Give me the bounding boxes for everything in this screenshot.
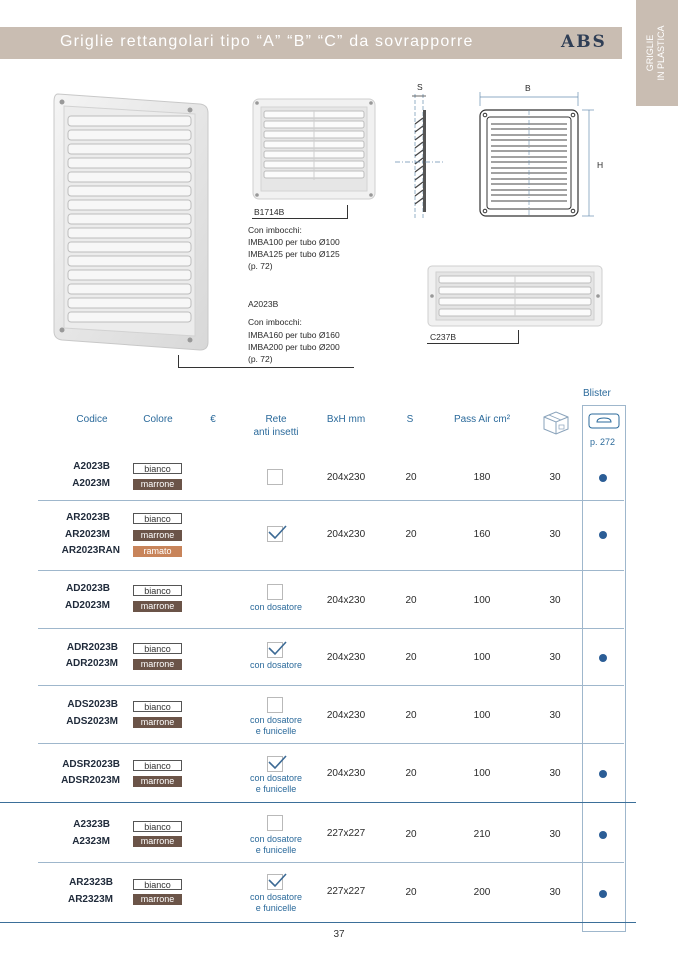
dim-label-s: S xyxy=(417,82,423,92)
b1714-note-1: Con imbocchi: xyxy=(248,225,302,235)
row3-note: con dosatore xyxy=(249,602,303,612)
row7-color-marrone: marrone xyxy=(133,836,182,847)
row8-blister-dot xyxy=(599,890,607,898)
dim-label-b: B xyxy=(525,83,531,93)
row5-rete-checkbox xyxy=(267,697,283,713)
row6-pass: 100 xyxy=(473,768,491,779)
grille-a2023-photo xyxy=(50,90,215,355)
row1-rete-checkbox xyxy=(267,469,283,485)
row4-blister-dot xyxy=(599,654,607,662)
row1-color-marrone: marrone xyxy=(133,479,182,490)
row6-rete-checkbox xyxy=(267,756,283,772)
row1-code-1: A2023B xyxy=(73,461,110,472)
a2023-note-3: IMBA200 per tubo Ø200 xyxy=(248,342,340,352)
row6-color-marrone: marrone xyxy=(133,776,182,787)
row8-check-icon xyxy=(267,869,287,889)
row8-code-1: AR2323B xyxy=(69,877,113,888)
row1-blister-dot xyxy=(599,474,607,482)
row8-note-2: e funicelle xyxy=(255,903,297,913)
row4-check-icon xyxy=(267,637,287,657)
row2-color-ramato: ramato xyxy=(133,546,182,557)
row2-color-bianco: bianco xyxy=(133,513,182,524)
row8-color-marrone: marrone xyxy=(133,894,182,905)
row1-qty: 30 xyxy=(549,472,561,483)
row6-color-bianco: bianco xyxy=(133,760,182,771)
row8-code-2: AR2323M xyxy=(67,894,113,905)
row4-color-marrone: marrone xyxy=(133,659,182,670)
b1714-note-2: IMBA100 per tubo Ø100 xyxy=(248,237,340,247)
row7-pass: 210 xyxy=(473,829,491,840)
title-banner xyxy=(0,27,622,59)
row4-rete-checkbox xyxy=(267,642,283,658)
package-box-icon xyxy=(541,409,571,435)
header-blister: Blister xyxy=(583,388,611,399)
row4-pass: 100 xyxy=(473,652,491,663)
row4-code-1: ADR2023B xyxy=(66,642,118,653)
side-tab-line2: IN PLASTICA xyxy=(656,25,666,81)
row5-color-marrone: marrone xyxy=(133,717,182,728)
grille-b1714-photo xyxy=(252,98,376,200)
row7-blister-dot xyxy=(599,831,607,839)
row8-s: 20 xyxy=(405,887,417,898)
header-euro: € xyxy=(210,414,216,425)
row5-color-bianco: bianco xyxy=(133,701,182,712)
row3-code-2: AD2023M xyxy=(64,600,110,611)
row5-pass: 100 xyxy=(473,710,491,721)
row5-qty: 30 xyxy=(549,710,561,721)
row4-note: con dosatore xyxy=(249,660,303,670)
row8-pass: 200 xyxy=(473,887,491,898)
brand-logo: ABS xyxy=(561,32,607,52)
row5-bxh: 204x230 xyxy=(326,710,366,721)
row6-qty: 30 xyxy=(549,768,561,779)
row7-rete-checkbox xyxy=(267,815,283,831)
row3-qty: 30 xyxy=(549,595,561,606)
row3-pass: 100 xyxy=(473,595,491,606)
row5-code-1: ADS2023B xyxy=(67,699,118,710)
b1714-page-ref: (p. 72) xyxy=(248,261,273,271)
row5-s: 20 xyxy=(405,710,417,721)
b1714-note-3: IMBA125 per tubo Ø125 xyxy=(248,249,340,259)
row4-s: 20 xyxy=(405,652,417,663)
row6-note-2: e funicelle xyxy=(255,784,297,794)
row4-bxh: 204x230 xyxy=(326,652,366,663)
row6-code-2: ADSR2023M xyxy=(61,775,120,786)
row6-note-1: con dosatore xyxy=(249,773,303,783)
header-rete-1: Rete xyxy=(265,414,287,425)
row2-qty: 30 xyxy=(549,529,561,540)
row2-code-3: AR2023RAN xyxy=(61,545,120,556)
row2-s: 20 xyxy=(405,529,417,540)
row8-rete-checkbox xyxy=(267,874,283,890)
header-colore: Colore xyxy=(143,414,173,425)
row2-blister-dot xyxy=(599,531,607,539)
a2023-code: A2023B xyxy=(248,299,279,309)
row2-bxh: 204x230 xyxy=(326,529,366,540)
row3-color-marrone: marrone xyxy=(133,601,182,612)
row2-code-2: AR2023M xyxy=(64,529,110,540)
row6-blister-dot xyxy=(599,770,607,778)
row2-color-marrone: marrone xyxy=(133,530,182,541)
row1-pass: 180 xyxy=(473,472,491,483)
row3-code-1: AD2023B xyxy=(66,583,110,594)
row3-rete-checkbox xyxy=(267,584,283,600)
grille-c237-photo xyxy=(427,265,603,327)
row6-bxh: 204x230 xyxy=(326,768,366,779)
row6-check-icon xyxy=(267,751,287,771)
row6-s: 20 xyxy=(405,768,417,779)
front-view-drawing xyxy=(472,88,610,228)
page-title: Griglie rettangolari tipo “A” “B” “C” da sovrapporre xyxy=(60,33,474,50)
a2023-page-ref: (p. 72) xyxy=(248,354,273,364)
header-s: S xyxy=(406,414,414,425)
row3-s: 20 xyxy=(405,595,417,606)
row1-s: 20 xyxy=(405,472,417,483)
row7-color-bianco: bianco xyxy=(133,821,182,832)
header-bxh: BxH mm xyxy=(326,414,366,425)
a2023-note-2: IMBA160 per tubo Ø160 xyxy=(248,330,340,340)
blister-page-ref: p. 272 xyxy=(590,437,616,447)
side-profile-drawing xyxy=(395,80,445,220)
header-codice: Codice xyxy=(76,414,108,425)
section-side-tab[interactable] xyxy=(636,0,678,106)
row5-code-2: ADS2023M xyxy=(66,716,118,727)
row5-note-2: e funicelle xyxy=(255,726,297,736)
row7-note-1: con dosatore xyxy=(249,834,303,844)
b1714-code: B1714B xyxy=(254,207,285,217)
row2-code-1: AR2023B xyxy=(66,512,110,523)
row2-check-icon xyxy=(267,521,287,541)
row2-rete-checkbox xyxy=(267,526,283,542)
row1-code-2: A2023M xyxy=(72,478,110,489)
header-pass-air: Pass Air cm² xyxy=(453,414,511,425)
row4-color-bianco: bianco xyxy=(133,643,182,654)
row6-code-1: ADSR2023B xyxy=(62,759,120,770)
c237-code: C237B xyxy=(430,332,456,342)
row4-qty: 30 xyxy=(549,652,561,663)
dim-label-h: H xyxy=(597,160,604,170)
row8-bxh: 227x227 xyxy=(326,886,366,897)
side-tab-line1: GRIGLIE xyxy=(645,34,655,72)
row7-bxh: 227x227 xyxy=(326,828,366,839)
row7-code-1: A2323B xyxy=(73,819,110,830)
row7-note-2: e funicelle xyxy=(255,845,297,855)
row5-note-1: con dosatore xyxy=(249,715,303,725)
row8-qty: 30 xyxy=(549,887,561,898)
a2023-note-1: Con imbocchi: xyxy=(248,317,302,327)
row3-bxh: 204x230 xyxy=(326,595,366,606)
blister-hanger-icon xyxy=(588,413,620,429)
row2-pass: 160 xyxy=(473,529,491,540)
blister-column xyxy=(582,405,626,932)
page-number: 37 xyxy=(333,929,345,940)
header-rete-2: anti insetti xyxy=(253,427,299,438)
row8-note-1: con dosatore xyxy=(249,892,303,902)
row7-qty: 30 xyxy=(549,829,561,840)
row7-code-2: A2323M xyxy=(72,836,110,847)
row7-s: 20 xyxy=(405,829,417,840)
row4-code-2: ADR2023M xyxy=(65,658,118,669)
row1-color-bianco: bianco xyxy=(133,463,182,474)
row8-color-bianco: bianco xyxy=(133,879,182,890)
row1-bxh: 204x230 xyxy=(326,472,366,483)
row3-color-bianco: bianco xyxy=(133,585,182,596)
